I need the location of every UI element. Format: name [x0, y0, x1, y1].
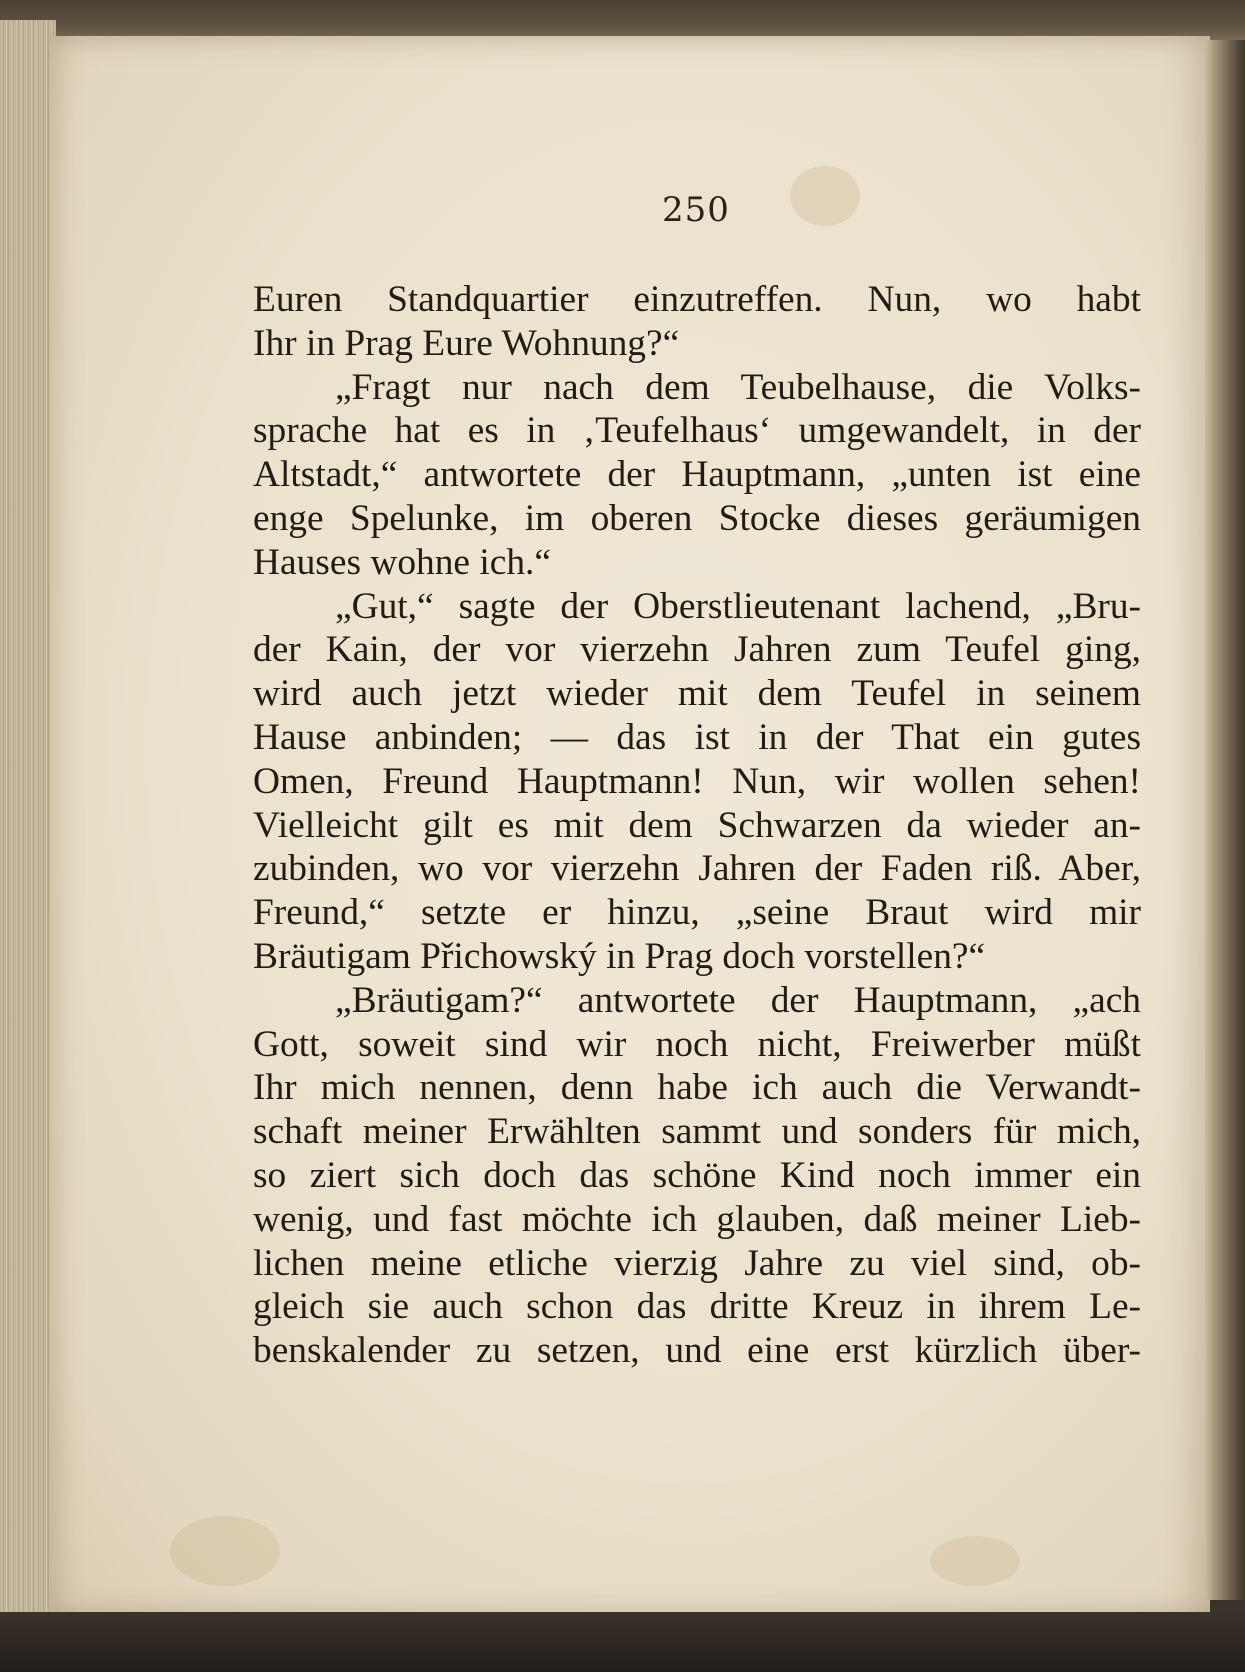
- text-line: wird auch jetzt wieder mit dem Teufel in seinem: [253, 673, 1141, 715]
- text-line: sprache hat es in ‚Teufelhaus‘ umgewandelt, in der: [253, 410, 1141, 452]
- text-line: Hauses wohne ich.“: [253, 541, 551, 583]
- body-text: [253, 278, 1141, 1373]
- book-gutter: [1205, 40, 1245, 1600]
- text-line: schaft meiner Erwählten sammt und sonders für mich,: [253, 1111, 1141, 1153]
- page-edges-left: [0, 20, 56, 1620]
- text-line: Altstadt,“ antwortete der Hauptmann, „unten ist eine: [253, 454, 1141, 496]
- page-number: 250: [662, 190, 730, 230]
- paper-stain: [930, 1536, 1020, 1586]
- text-line: lichen meine etliche vierzig Jahre zu viel sind, ob-: [253, 1242, 1141, 1284]
- text-line: gleich sie auch schon das dritte Kreuz in ihrem Le-: [253, 1286, 1141, 1328]
- text-line: „Bräutigam?“ antwortete der Hauptmann, „ach: [335, 979, 1141, 1021]
- book-bottom-edge: [0, 1612, 1245, 1672]
- text-line: enge Spelunke, im oberen Stocke dieses geräumigen: [253, 497, 1141, 539]
- text-line: Hause anbinden; — das ist in der That ein gutes: [253, 716, 1141, 758]
- text-line: Euren Standquartier einzutreffen. Nun, wo habt: [253, 279, 1141, 320]
- text-line: „Gut,“ sagte der Oberstlieutenant lachend, „Bru-: [335, 585, 1141, 627]
- text-line: Gott, soweit sind wir noch nicht, Freiwerber müßt: [253, 1023, 1141, 1065]
- text-line: wenig, und fast möchte ich glauben, daß meiner Lieb-: [253, 1198, 1141, 1240]
- text-line: „Fragt nur nach dem Teubelhause, die Volks-: [335, 366, 1141, 408]
- text-line: der Kain, der vor vierzehn Jahren zum Teufel ging,: [253, 629, 1141, 671]
- text-line: benskalender zu setzen, und eine erst kürzlich über-: [253, 1330, 1141, 1372]
- text-line: zubinden, wo vor vierzehn Jahren der Faden riß. Aber,: [253, 848, 1141, 890]
- text-line: Vielleicht gilt es mit dem Schwarzen da wieder an-: [253, 804, 1141, 846]
- text-line: Ihr mich nennen, denn habe ich auch die Verwandt-: [253, 1067, 1141, 1109]
- text-line: Omen, Freund Hauptmann! Nun, wir wollen sehen!: [253, 760, 1141, 802]
- paper-stain: [170, 1516, 280, 1586]
- text-line: Freund,“ setzte er hinzu, „seine Braut wird mir: [253, 892, 1141, 934]
- text-line: Ihr in Prag Eure Wohnung?“: [253, 322, 680, 364]
- text-line: Bräutigam Přichowský in Prag doch vorstellen?“: [253, 935, 986, 977]
- text-line: so ziert sich doch das schöne Kind noch immer ein: [253, 1154, 1141, 1196]
